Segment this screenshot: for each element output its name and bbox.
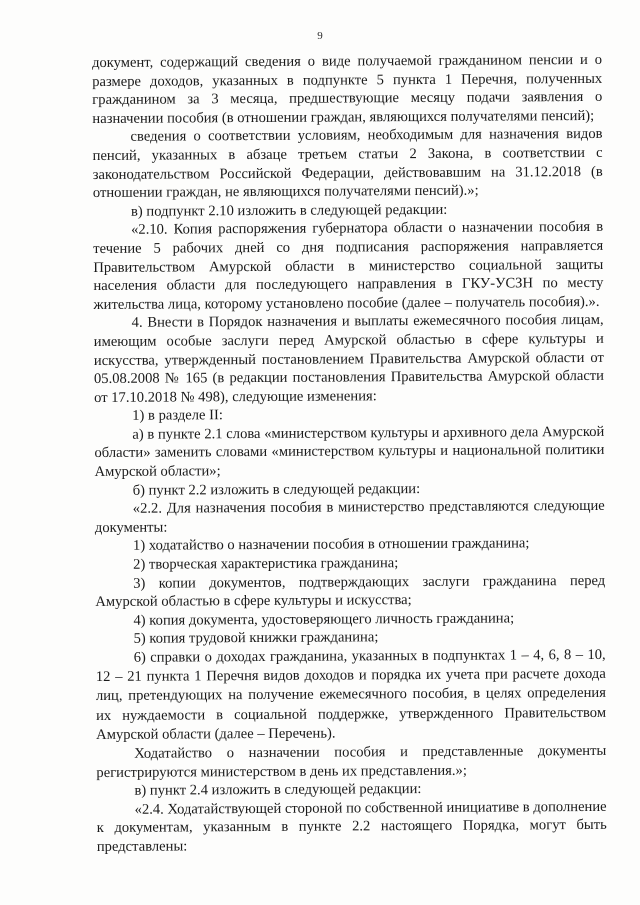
paragraph: документ, содержащий сведения о виде получаемой гражданином пенсии и о размере доходов, указанных в подпункте 5 пункта 1 Перечня, полученных гражданином за 3 месяца, предшествующие месяцу подачи заявления о назначении пособия (в отношении граждан, являющихся получателями пенсий); xyxy=(92,51,603,127)
paragraph: 4. Внести в Порядок назначения и выплаты ежемесячного пособия лицам, имеющим особые заслуги перед Амурской областью в сфере культуры и искусства, утвержденный постановлением Правительства Амурской области от 05.08.2008 № 165 (в редакции постановления Правительства Амурской области от 17.10.2018 № 498), следующие изменения: xyxy=(93,312,605,406)
document-body xyxy=(92,51,607,857)
list-item: 2) творческая характеристика гражданина; xyxy=(133,555,399,573)
list-item: 4) копия документа, удостоверяющего личность гражданина; xyxy=(133,610,515,629)
paragraph: в) пункт 2.4 изложить в следующей редакции: xyxy=(134,781,422,799)
list-item: 5) копия трудовой книжки гражданина; xyxy=(133,629,379,648)
paragraph: в) подпункт 2.10 изложить в следующей редакции: xyxy=(130,201,448,220)
list-item: 3) копии документов, подтверждающих заслуги гражданина перед Амурской областью в сфере культуры и искусства; xyxy=(95,572,606,611)
list-item: 6) справки о доходах гражданина, указанных в подпунктах 1 – 4, 6, 8 – 10, 12 – 21 пункта 1 Перечня видов доходов и порядка их учета при расчете дохода лиц, претендующих на получение ежемесячного пособия, в целях определения их нуждаемости в социальной поддержке, утвержденного Правительством Амурской области (далее – Перечень). xyxy=(95,646,607,743)
list-item: 1) ходатайство о назначении пособия в отношении гражданина; xyxy=(132,535,530,555)
paragraph: «2.2. Для назначения пособия в министерство представляются следующие документы: xyxy=(94,498,605,536)
paragraph: Ходатайство о назначении пособия и представленные документы регистрируются министерством в день их представления.»; xyxy=(96,742,607,781)
paragraph: б) пункт 2.2 изложить в следующей редакции: xyxy=(132,480,421,499)
paragraph: «2.10. Копия распоряжения губернатора области о назначении пособия в течение 5 рабочих дней со дня подписания распоряжения направляется Правительством Амурской области в министерство социальной защиты населения области для последующего направления в ГКУ-УСЗН по месту жительства лица, которому установлено пособие (далее – получатель пособия).». xyxy=(93,219,604,313)
paragraph: «2.4. Ходатайствующей стороной по собственной инициативе в дополнение к документам, указанным в пункте 2.2 настоящего Порядка, могут быть представлены: xyxy=(96,798,607,855)
page-number: 9 xyxy=(317,30,323,42)
paragraph: сведения о соответствии условиям, необходимым для назначения видов пенсий, указанных в абзаце третьем статьи 2 Закона, в соответствии с законодательством Российской Федерации, действовавшим на 31.12.2018 (в отношении граждан, не являющихся получателями пенсий).»; xyxy=(92,126,603,202)
paragraph: а) в пункте 2.1 слова «министерством культуры и архивного дела Амурской области» заменить словами «министерством культуры и национальной политики Амурской области»; xyxy=(94,423,605,481)
paragraph: 1) в разделе II: xyxy=(132,407,223,425)
